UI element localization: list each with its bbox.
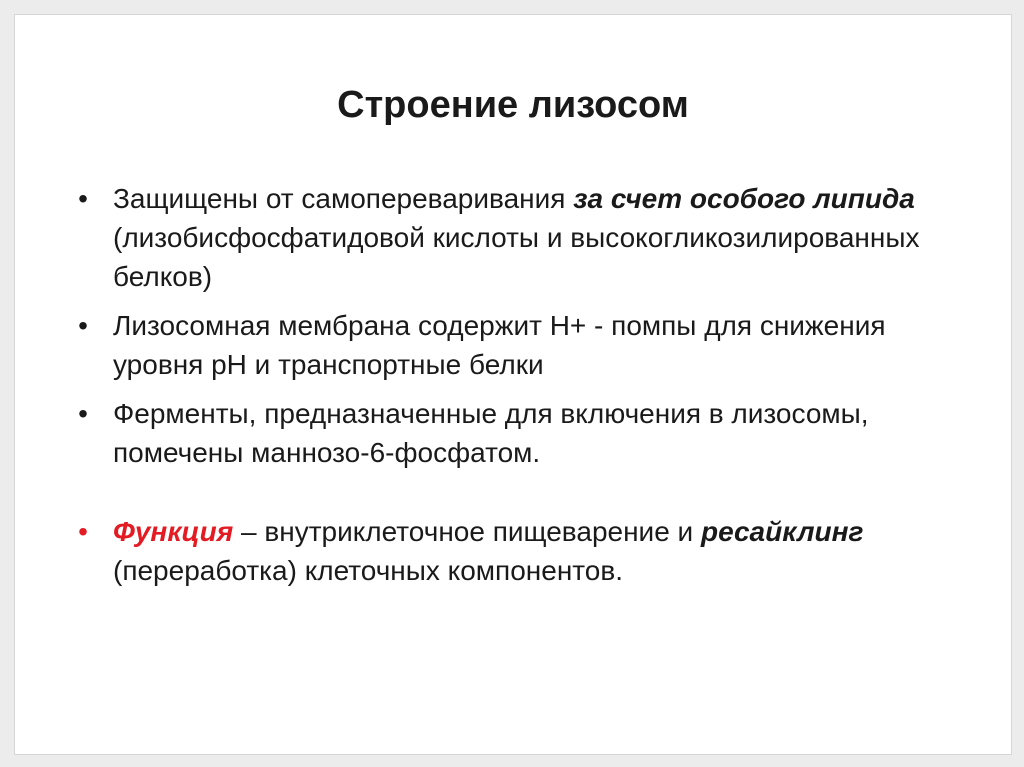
bullet-emphasis: за счет особого липида xyxy=(573,183,915,214)
bullet-text: Защищены от самопереваривания xyxy=(113,183,574,214)
bullet-emphasis-red: Функция xyxy=(113,516,234,547)
bullet-item-membrane xyxy=(73,306,973,384)
bullet-text: Ферменты, предназначенные для включения в лизосомы, помечены маннозо-6-фосфатом. xyxy=(113,398,869,468)
bullet-text: – внутриклеточное пищеварение и xyxy=(233,516,701,547)
bullet-text: Лизосомная мембрана содержит Н+ - помпы для снижения уровня рН и транспортные белки xyxy=(113,310,886,380)
bullet-text-rest: (лизобисфосфатидовой кислоты и высокогликозилированных белков) xyxy=(113,222,920,292)
slide xyxy=(14,14,1012,755)
bullet-emphasis: ресайклинг xyxy=(700,516,864,547)
bullet-marker: • xyxy=(78,183,88,214)
bullet-marker-red: • xyxy=(78,516,88,547)
bullet-marker: • xyxy=(78,310,88,341)
bullet-item-function xyxy=(73,512,973,590)
bullet-marker: • xyxy=(78,398,88,429)
bullet-item-enzymes xyxy=(73,394,973,472)
bullet-item-protection xyxy=(73,179,973,296)
slide-title: Строение лизосом xyxy=(337,84,689,126)
bullet-text-rest: (переработка) клеточных компонентов. xyxy=(113,555,624,586)
bullet-list xyxy=(73,179,973,600)
